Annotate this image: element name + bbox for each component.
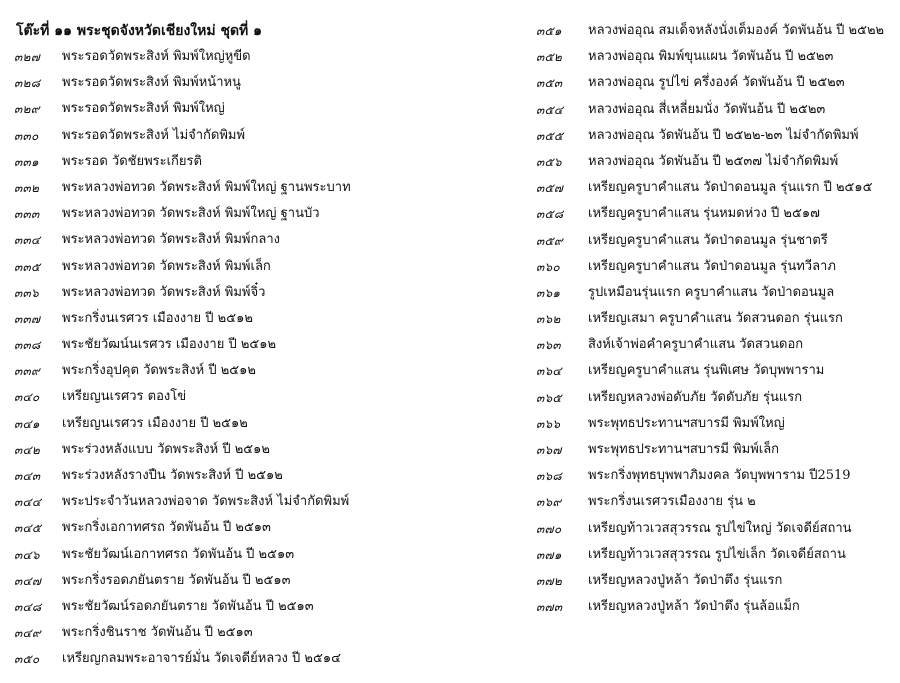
- item-description: พระชัยวัฒน์นเรศวร เมืองงาย ปี ๒๕๑๒: [62, 337, 277, 353]
- item-number: ๓๕๓: [536, 76, 563, 91]
- list-item: [14, 489, 454, 515]
- item-description: เหรียญกลมพระอาจารย์มั่น วัดเจดีย์หลวง ปี ๒๕๑๔: [62, 651, 341, 667]
- item-description: พระกริ่งชินราช วัดพันอ้น ปี ๒๕๑๓: [62, 625, 253, 641]
- list-item: [14, 542, 454, 568]
- list-item: [536, 332, 896, 358]
- item-description: เหรียญหลวงปู่หล้า วัดป่าตึง รุ่นล้อแม็ก: [588, 599, 800, 615]
- item-description: พระรอดวัดพระสิงห์ พิมพ์ใหญ่: [62, 101, 225, 117]
- item-description: หลวงพ่ออุณ วัดพันอ้น ปี ๒๕๒๒-๒๓ ไม่จำกัดพิมพ์: [588, 127, 859, 143]
- list-item: [536, 123, 896, 149]
- item-number: ๓๔๑: [14, 416, 40, 431]
- item-description: เหรียญเสมา ครูบาคำแสน วัดสวนดอก รุ่นแรก: [588, 311, 843, 327]
- list-item: [14, 149, 454, 175]
- item-description: เหรียญครูบาคำแสน วัดป่าดอนมูล รุ่นแรก ปี ๒๕๑๕: [588, 180, 873, 196]
- item-description: เหรียญครูบาคำแสน รุ่นพิเศษ วัดบุพพาราม: [588, 363, 825, 379]
- item-description: หลวงพ่ออุณ พิมพ์ขุนแผน วัดพันอ้น ปี ๒๕๒๓: [588, 49, 834, 65]
- item-number: ๓๓๗: [14, 311, 41, 326]
- item-description: พระรอดวัดพระสิงห์ พิมพ์ใหญ่หูขีด: [62, 49, 251, 64]
- item-number: ๓๔๘: [14, 599, 42, 614]
- item-number: ๓๕๑: [536, 24, 562, 38]
- item-number: ๓๓๖: [14, 285, 39, 300]
- item-description: สิงห์เจ้าพ่อคำครูบาคำแสน วัดสวนดอก: [588, 337, 804, 353]
- item-number: ๓๔๔: [14, 495, 42, 510]
- item-description: เหรียญนเรศวร เมืองงาย ปี ๒๕๑๒: [62, 415, 248, 431]
- item-number: ๓๕๖: [536, 154, 562, 169]
- list-item: [14, 227, 454, 253]
- item-number: ๓๖๒: [536, 312, 561, 327]
- list-item: [14, 646, 454, 672]
- list-item: [536, 489, 896, 515]
- item-description: พระหลวงพ่อทวด วัดพระสิงห์ พิมพ์จิ๋ว: [62, 284, 266, 300]
- list-item: [14, 96, 454, 122]
- list-item: [536, 44, 896, 70]
- item-number: ๓๓๒: [14, 180, 40, 195]
- item-number: ๓๓๐: [14, 128, 39, 143]
- list-item: [536, 542, 896, 568]
- list-item: [536, 306, 896, 332]
- item-number: ๓๓๔: [14, 233, 41, 248]
- item-description: พระหลวงพ่อทวด วัดพระสิงห์ พิมพ์ใหญ่ ฐานพระบาท: [62, 179, 351, 195]
- left-item-list: [14, 44, 454, 673]
- list-item: [14, 384, 454, 410]
- item-description: พระชัยวัฒน์เอกาทศรถ วัดพันอ้น ปี ๒๕๑๓: [62, 546, 295, 562]
- list-item: [536, 228, 896, 254]
- list-item: [14, 44, 454, 70]
- list-item: [536, 280, 896, 306]
- item-number: ๓๔๗: [14, 573, 42, 588]
- list-item: [536, 437, 896, 463]
- item-description: เหรียญครูบาคำแสน วัดป่าดอนมูล รุ่นชาตรี: [588, 232, 828, 248]
- list-item: [14, 594, 454, 620]
- list-item: [536, 254, 896, 280]
- item-number: ๓๒๘: [14, 76, 41, 91]
- list-item: [14, 515, 454, 541]
- item-description: เหรียญครูบาคำแสน วัดป่าดอนมูล รุ่นทวีลาภ: [588, 258, 836, 274]
- item-number: ๓๖๑: [536, 285, 561, 300]
- item-description: พระกริ่งนเรศวรเมืองงาย รุ่น ๒: [588, 494, 756, 510]
- list-item: [14, 306, 454, 332]
- item-number: ๓๒๙: [14, 102, 40, 117]
- item-number: ๓๓๓: [14, 207, 40, 222]
- item-description: เหรียญหลวงพ่อดับภัย วัดดับภัย รุ่นแรก: [588, 389, 803, 405]
- list-item: [14, 332, 454, 358]
- list-item: [14, 358, 454, 384]
- list-item: [14, 280, 454, 306]
- item-description: เหรียญหลวงปู่หล้า วัดป่าตึง รุ่นแรก: [588, 572, 783, 588]
- item-number: ๓๗๓: [536, 600, 563, 615]
- list-item: [14, 411, 454, 437]
- item-description: หลวงพ่ออุณ สมเด็จหลังนั่งเต็มองค์ วัดพันอ้น ปี ๒๕๒๒: [588, 23, 885, 38]
- item-description: พระหลวงพ่อทวด วัดพระสิงห์ พิมพ์กลาง: [62, 232, 280, 248]
- item-description: พระกริ่งพุทธบุพพาภิมงคล วัดบุพพาราม ปี2519: [588, 468, 851, 484]
- item-number: ๓๖๙: [536, 495, 562, 510]
- page-title: โต๊ะที่ ๑๑ พระชุดจังหวัดเชียงใหม่ ชุดที่ ๑: [16, 23, 263, 39]
- item-number: ๓๖๗: [536, 443, 562, 457]
- list-item: [14, 254, 454, 280]
- item-description: พระร่วงหลังรางปืน วัดพระสิงห์ ปี ๒๕๑๒: [62, 468, 283, 483]
- item-number: ๓๕๙: [536, 233, 563, 248]
- item-description: หลวงพ่ออุณ สี่เหลี่ยมนั่ง วัดพันอ้น ปี ๒๕๒๓: [588, 101, 826, 117]
- item-number: ๓๗๑: [536, 547, 562, 562]
- list-item: [536, 385, 896, 411]
- list-item: [14, 463, 454, 489]
- item-description: หลวงพ่ออุณ วัดพันอ้น ปี ๒๕๓๗ ไม่จำกัดพิมพ์: [588, 153, 839, 169]
- item-number: ๓๔๙: [14, 626, 41, 641]
- item-number: ๓๔๖: [14, 547, 40, 562]
- item-description: พระร่วงหลังแบบ วัดพระสิงห์ ปี ๒๕๑๒: [62, 441, 270, 457]
- list-item: [536, 97, 896, 123]
- list-item: [536, 463, 896, 489]
- list-item: [536, 18, 896, 44]
- item-description: พระหลวงพ่อทวด วัดพระสิงห์ พิมพ์ใหญ่ ฐานบัว: [62, 206, 320, 222]
- item-number: ๓๖๓: [536, 338, 561, 353]
- list-item: [536, 201, 896, 227]
- list-item: [536, 594, 896, 620]
- item-description: พระหลวงพ่อทวด วัดพระสิงห์ พิมพ์เล็ก: [62, 258, 271, 274]
- item-description: รูปเหมือนรุ่นแรก ครูบาคำแสน วัดป่าดอนมูล: [588, 284, 835, 300]
- item-number: ๓๕๔: [536, 102, 564, 117]
- item-number: ๓๓๑: [14, 154, 39, 169]
- item-description: พระพุทธประทานฯสบารมี พิมพ์ใหญ่: [588, 415, 785, 431]
- item-description: หลวงพ่ออุณ รูปไข่ ครึ่งองค์ วัดพันอ้น ปี ๒๕๒๓: [588, 75, 845, 91]
- list-item: [536, 568, 896, 594]
- item-number: ๓๕๘: [536, 207, 564, 222]
- list-item: [14, 620, 454, 646]
- item-number: ๓๖๕: [536, 390, 562, 405]
- list-item: [14, 437, 454, 463]
- item-description: พระรอดวัดพระสิงห์ พิมพ์หน้าหนู: [62, 75, 241, 91]
- item-description: พระรอดวัดพระสิงห์ ไม่จำกัดพิมพ์: [62, 127, 246, 143]
- item-description: พระประจำวันหลวงพ่อจาด วัดพระสิงห์ ไม่จำกัดพิมพ์: [62, 494, 350, 510]
- item-description: พระกริ่งอุปคุต วัดพระสิงห์ ปี ๒๕๑๒: [62, 363, 256, 379]
- list-item: [536, 411, 896, 437]
- item-description: พระกริ่งนเรศวร เมืองงาย ปี ๒๕๑๒: [62, 310, 253, 326]
- item-description: พระกริ่งรอดภยันตราย วัดพันอ้น ปี ๒๕๑๓: [62, 572, 291, 588]
- list-item: [14, 70, 454, 96]
- item-number: ๓๗๐: [536, 521, 562, 536]
- item-number: ๓๕๕: [536, 128, 564, 143]
- item-number: ๓๕๒: [536, 50, 563, 65]
- item-number: ๓๓๕: [14, 259, 41, 274]
- list-item: [536, 149, 896, 175]
- item-number: ๓๖๖: [536, 416, 561, 431]
- item-description: เหรียญนเรศวร ตองโข่: [62, 389, 187, 405]
- item-description: พระชัยวัฒน์รอดภยันตราย วัดพันอ้น ปี ๒๕๑๓: [62, 598, 314, 614]
- item-description: พระรอด วัดชัยพระเกียรติ: [62, 153, 202, 169]
- list-item: [536, 516, 896, 542]
- item-number: ๓๗๒: [536, 573, 563, 588]
- item-number: ๓๖๔: [536, 364, 562, 379]
- item-number: ๓๖๐: [536, 259, 561, 274]
- item-description: พระกริ่งเอกาทศรถ วัดพันอ้น ปี ๒๕๑๓: [62, 520, 271, 536]
- right-item-list: [536, 18, 896, 620]
- item-number: ๓๓๙: [14, 364, 41, 379]
- item-number: ๓๖๘: [536, 469, 562, 484]
- item-description: เหรียญท้าวเวสสุวรรณ รูปไข่เล็ก วัดเจดีย์สถาน: [588, 546, 846, 562]
- item-description: เหรียญครูบาคำแสน รุ่นหมดห่วง ปี ๒๕๑๗: [588, 206, 820, 222]
- list-item: [536, 70, 896, 96]
- item-number: ๓๔๐: [14, 390, 40, 405]
- list-item: [536, 358, 896, 384]
- item-description: เหรียญท้าวเวสสุวรรณ รูปไข่ใหญ่ วัดเจดีย์สถาน: [588, 520, 852, 536]
- item-number: ๓๓๘: [14, 338, 41, 353]
- item-number: ๓๒๗: [14, 50, 41, 64]
- item-number: ๓๕๐: [14, 652, 40, 667]
- item-description: พระพุทธประทานฯสบารมี พิมพ์เล็ก: [588, 442, 780, 457]
- list-item: [14, 123, 454, 149]
- item-number: ๓๔๕: [14, 521, 42, 536]
- list-item: [14, 568, 454, 594]
- item-number: ๓๔๒: [14, 442, 41, 457]
- item-number: ๓๕๗: [536, 181, 564, 196]
- list-item: [14, 201, 454, 227]
- list-item: [536, 175, 896, 201]
- list-item: [14, 175, 454, 201]
- item-number: ๓๔๓: [14, 469, 41, 483]
